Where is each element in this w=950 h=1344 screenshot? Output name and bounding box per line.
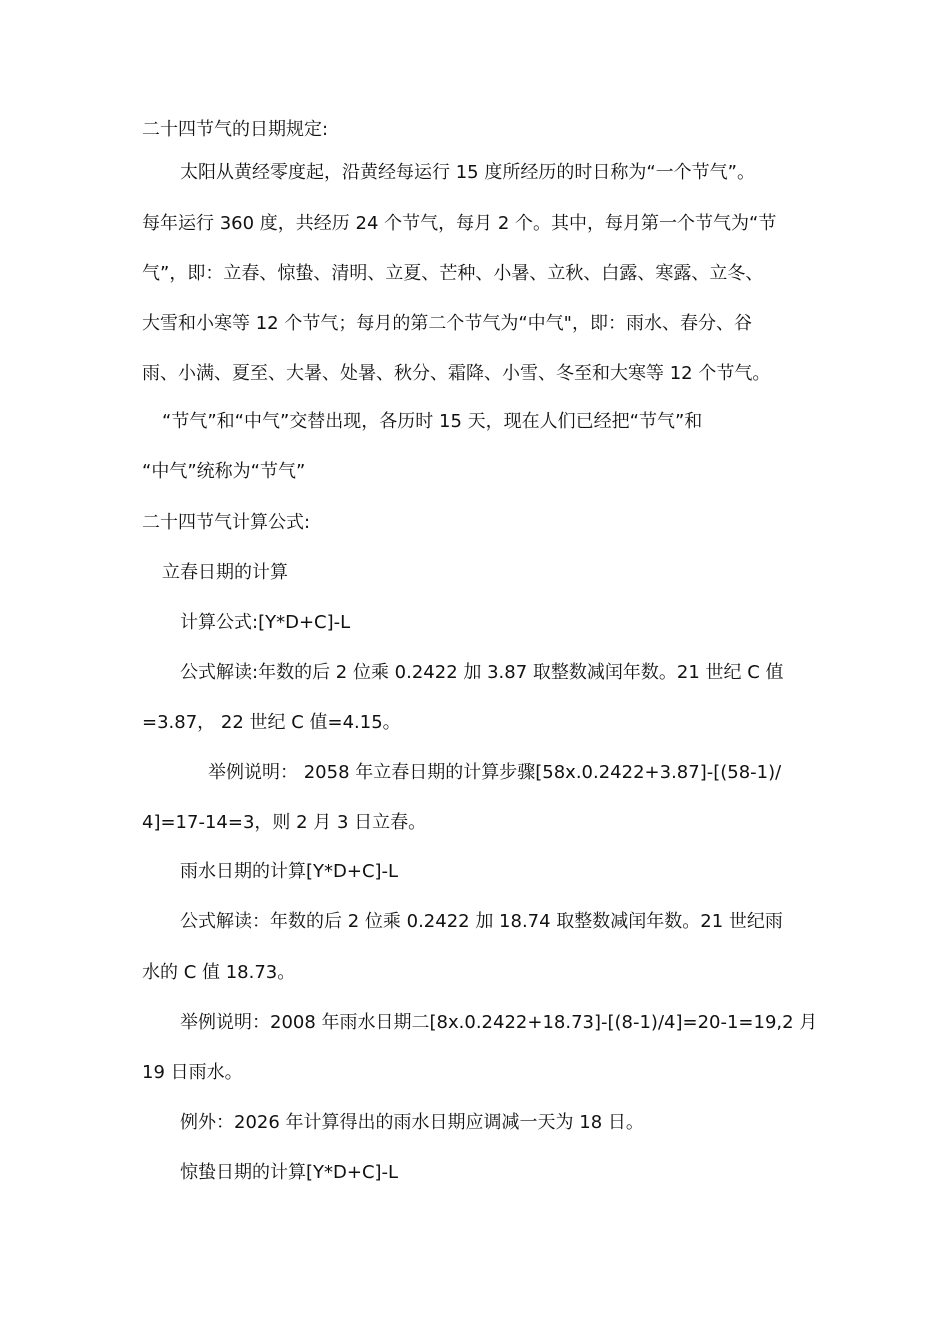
yushui-example-line-2: 19 日雨水。 bbox=[142, 1062, 243, 1083]
yushui-example-line-1: 举例说明：2008 年雨水日期二[8x.0.2422+18.73]-[(8-1)/4]=20-1=19,2 月 bbox=[180, 1012, 818, 1033]
paragraph-line-7: “中气”统称为“节气” bbox=[142, 461, 306, 482]
example-line-2: 4]=17-14=3，则 2 月 3 日立春。 bbox=[142, 812, 427, 833]
formula-explain-line-1: 公式解读:年数的后 2 位乘 0.2422 加 3.87 取整数减闰年数。21 世纪 C 值 bbox=[180, 662, 784, 683]
yushui-explain-line-1: 公式解读：年数的后 2 位乘 0.2422 加 18.74 取整数减闰年数。21 世纪雨 bbox=[180, 911, 783, 932]
subheading-lichun: 立春日期的计算 bbox=[162, 562, 288, 583]
yushui-exception-line: 例外：2026 年计算得出的雨水日期应调减一天为 18 日。 bbox=[180, 1112, 644, 1133]
paragraph-line-5: 雨、小满、夏至、大暑、处暑、秋分、霜降、小雪、冬至和大寒等 12 个节气。 bbox=[142, 363, 771, 384]
paragraph-line-2: 每年运行 360 度，共经历 24 个节气，每月 2 个。其中，每月第一个节气为“节 bbox=[142, 213, 777, 234]
paragraph-line-4: 大雪和小寒等 12 个节气；每月的第二个节气为“中气"，即：雨水、春分、谷 bbox=[142, 313, 752, 334]
paragraph-line-6: “节气”和“中气”交替出现，各历时 15 天，现在人们已经把“节气”和 bbox=[162, 411, 703, 432]
paragraph-line-3: 气”，即：立春、惊蛰、清明、立夏、芒种、小暑、立秋、白露、寒露、立冬、 bbox=[142, 263, 764, 284]
section-heading-solar-term-rules: 二十四节气的日期规定: bbox=[142, 119, 329, 140]
yushui-explain-line-2: 水的 C 值 18.73。 bbox=[142, 962, 296, 983]
subheading-jingzhe: 惊蛰日期的计算[Y*D+C]-L bbox=[180, 1162, 399, 1183]
formula-explain-line-2: =3.87， 22 世纪 C 值=4.15。 bbox=[142, 712, 401, 733]
section-heading-formula: 二十四节气计算公式: bbox=[142, 512, 311, 533]
formula-line: 计算公式:[Y*D+C]-L bbox=[180, 612, 351, 633]
subheading-yushui: 雨水日期的计算[Y*D+C]-L bbox=[180, 861, 399, 882]
paragraph-line-1: 太阳从黄经零度起，沿黄经每运行 15 度所经历的时日称为“一个节气”。 bbox=[180, 162, 755, 183]
example-line-1: 举例说明： 2058 年立春日期的计算步骤[58x.0.2422+3.87]-[(58-1)/ bbox=[208, 762, 782, 783]
